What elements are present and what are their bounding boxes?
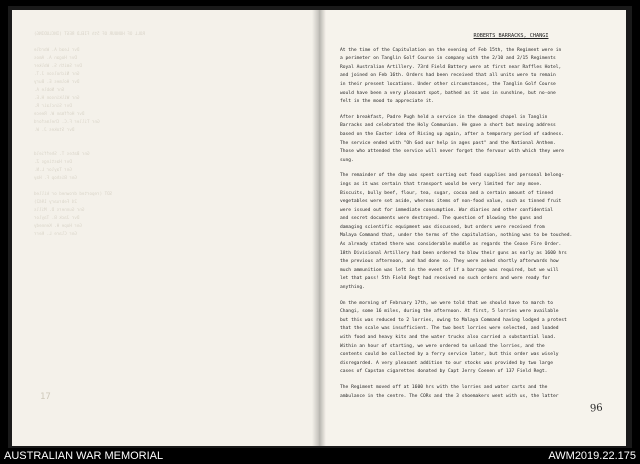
archive-footer-bar	[0, 448, 640, 464]
bleed-through-line	[34, 142, 294, 150]
bleed-through-line: Dvr Jack B. Taylor	[34, 215, 80, 220]
bleed-through-line: Dvr Hastings Z.	[34, 159, 72, 164]
bleed-through-line	[34, 134, 294, 142]
paragraph: After breakfast, Padre Pugh held a service in the damaged chapel in Tanglin Barracks and celebrated the Holy Communion. He gave a short but moving address based on the Easter idea of Rising up again, after a temporary period of sadness. The service ended with "Oh God our help in ages past" and the National Anthem. Those who attended the service will never forget the fervour with which they were sung.	[340, 114, 565, 163]
left-page-bleed-through-text	[34, 30, 294, 360]
paragraph: At the time of the Capitulation on the evening of Feb 15th, the Regiment were in a perimeter on Tanglin Golf Course in company with the 2/10 and 2/15 Regiments Royal Australian Artillery. 73rd Field Battery were at first near Raffles Hotel, and joined on Feb 16th. Orders had been received that all units were to remain in their present locations. Under other circumstances, the Tanglin Golf Course would have been a very pleasant spot, bathed as it was in sunshine, but no-one felt in the mood to appreciate it.	[340, 47, 562, 105]
bleed-through-line: Dvr Lead A. Wardle	[34, 47, 80, 52]
bleed-through-line: Dvr Sinclair R.	[34, 103, 72, 108]
bleed-through-line: Gnr Taylor L.N.	[34, 167, 72, 172]
bleed-through-line: Gnr Tiller F.C. Chelmsford	[34, 119, 100, 124]
bleed-through-line	[34, 38, 294, 46]
bleed-through-line: Gnr Clare L. Kerr	[34, 231, 77, 236]
bleed-through-line: Dvr Hoffman W. Reece	[34, 111, 85, 116]
bleed-through-line: Gnr Gunners D. Mills	[34, 207, 85, 212]
archive-source: AUSTRALIAN WAR MEMORIAL	[4, 450, 164, 462]
bleed-through-line: Dvr Holmes E. Bury	[34, 79, 80, 84]
paragraph: The Regiment moved off at 1600 hrs with the lorries and water carts and the ambulance in the centre. The CORs and the 3 shoemakers went with us, the latter	[340, 384, 559, 399]
handwritten-page-number: 96	[589, 402, 604, 415]
bleed-through-line: SDT (reported drowned or killed	[34, 191, 113, 196]
bleed-through-line	[34, 182, 294, 190]
bleed-through-line: Dvr Hogan A. Amos	[34, 55, 77, 60]
bleed-through-line: Gnr Bishop F. Hay	[34, 175, 77, 180]
paragraph: The remainder of the day was spent sorting out food supplies and personal belong- ings as it was certain that transport would be very limited for any move. Biscuits, bully beef, flour, tea, sugar, cocoa and a certain amount of tinned vegetables were set aside, whereas items of non-food value, such as tinned fruit were issued out for immediate consumption. War diaries and other confidential and secret documents were destroyed. The question of blowing the guns and damaging scientific equipment was discussed, but orders were received from Malaya Command that, under the terms of the capitulation, nothing was to be touched. As already stated there was considerable muddle as regards the Cease Fire Order. 18th Divisional Artillery had been ordered to blow their guns as early as 1600 hrs the previous afternoon, and had done so. They were asked shortly afterwards how much ammunition was left in the event of if a barrage was required, but we will let that pass! 5th Field Regt had received no such orders and were ready for anything.	[340, 173, 573, 291]
bleed-through-line: ROLL OF HONOUR OF 5th FIELD REGT (INCLUDING)	[34, 31, 145, 36]
bleed-through-line: Gnr Hope H. Kennedy	[34, 223, 82, 228]
bleed-through-line: Dvr Stokes J. W.	[34, 127, 75, 132]
bleed-through-line: 24 February 1942)	[34, 199, 77, 204]
paragraph: On the morning of February 17th, we were told that we should have to march to Changi, some 16 miles, during the afternoon. At first, 5 lorries were available but this was reduced to 2 lorries, owing to Malaya Command having lodged a protest that the scale was insufficient. The two best lorries were selected, and loaded with food and heavy kits and the water trucks also carried a substantial load. Within an hour of starting, we were ordered to unload the lorries, and the contents could be collected by a ferry service later, but this order was wisely disregarded. A very pleasant addition to our stocks was provided by two large cases of Capstan cigarettes donated by Capt Jerry Coenen of 137 Field Regt.	[340, 300, 567, 375]
book-spine-shadow	[312, 10, 326, 446]
bleed-through-line: Gnr Bates T. Sheffield	[34, 151, 90, 156]
bleed-through-line: Gnr Wilkinson H.E.	[34, 95, 80, 100]
page-title: ROBERTS BARRACKS, CHANGI	[473, 33, 549, 39]
left-page-folio: 17	[40, 392, 51, 402]
bleed-through-line: Dvr Smith S. Walker	[34, 63, 82, 68]
bleed-through-line: Gnr Noble A.	[34, 87, 65, 92]
archive-reference: AWM2019.22.175	[548, 450, 636, 462]
page-text	[340, 32, 612, 408]
bleed-through-line: Gnr Nicholson J.T.	[34, 71, 80, 76]
